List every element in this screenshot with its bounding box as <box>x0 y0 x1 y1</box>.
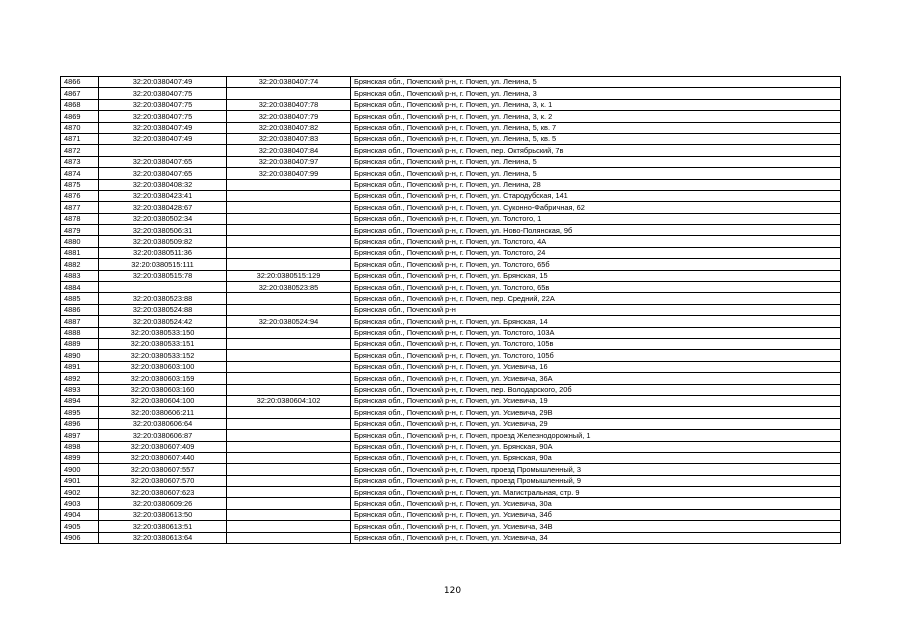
row-number-cell: 4900 <box>61 464 99 475</box>
table-row <box>61 111 841 122</box>
table-row <box>61 168 841 179</box>
row-number-cell: 4890 <box>61 350 99 361</box>
address-cell: Брянская обл., Почепский р-н, г. Почеп, ул. Усиевича, 34В <box>351 521 841 532</box>
table-row <box>61 213 841 224</box>
related-cadastral-number-cell <box>227 384 351 395</box>
address-cell: Брянская обл., Почепский р-н, г. Почеп, проезд Железнодорожный, 1 <box>351 430 841 441</box>
related-cadastral-number-cell <box>227 259 351 270</box>
table-row <box>61 190 841 201</box>
row-number-cell: 4885 <box>61 293 99 304</box>
row-number-cell: 4904 <box>61 509 99 520</box>
row-number-cell: 4870 <box>61 122 99 133</box>
table-row <box>61 133 841 144</box>
related-cadastral-number-cell <box>227 202 351 213</box>
table-row <box>61 304 841 315</box>
row-number-cell: 4896 <box>61 418 99 429</box>
cadastral-number-cell: 32:20:0380533:152 <box>99 350 227 361</box>
related-cadastral-number-cell <box>227 464 351 475</box>
row-number-cell: 4873 <box>61 156 99 167</box>
cadastral-number-cell: 32:20:0380407:49 <box>99 77 227 88</box>
cadastral-number-cell: 32:20:0380607:570 <box>99 475 227 486</box>
address-cell: Брянская обл., Почепский р-н, г. Почеп, ул. Ленина, 5, кв. 5 <box>351 133 841 144</box>
row-number-cell: 4880 <box>61 236 99 247</box>
related-cadastral-number-cell <box>227 350 351 361</box>
cadastral-number-cell: 32:20:0380603:100 <box>99 361 227 372</box>
address-cell: Брянская обл., Почепский р-н, г. Почеп, ул. Брянская, 90А <box>351 441 841 452</box>
table-row <box>61 521 841 532</box>
address-cell: Брянская обл., Почепский р-н, г. Почеп, проезд Промышленный, 3 <box>351 464 841 475</box>
cadastral-number-cell: 32:20:0380607:557 <box>99 464 227 475</box>
related-cadastral-number-cell <box>227 521 351 532</box>
table-row <box>61 418 841 429</box>
address-cell: Брянская обл., Почепский р-н, г. Почеп, ул. Толстого, 24 <box>351 247 841 258</box>
row-number-cell: 4891 <box>61 361 99 372</box>
table-row <box>61 464 841 475</box>
table-row <box>61 293 841 304</box>
row-number-cell: 4886 <box>61 304 99 315</box>
table-row <box>61 441 841 452</box>
cadastral-number-cell: 32:20:0380423:41 <box>99 190 227 201</box>
table-row <box>61 327 841 338</box>
address-cell: Брянская обл., Почепский р-н, г. Почеп, ул. Ленина, 5 <box>351 168 841 179</box>
address-cell: Брянская обл., Почепский р-н, г. Почеп, ул. Толстого, 1 <box>351 213 841 224</box>
cadastral-number-cell: 32:20:0380603:160 <box>99 384 227 395</box>
cadastral-number-cell: 32:20:0380515:111 <box>99 259 227 270</box>
table-row <box>61 338 841 349</box>
address-cell: Брянская обл., Почепский р-н, г. Почеп, ул. Усиевича, 29 <box>351 418 841 429</box>
related-cadastral-number-cell <box>227 236 351 247</box>
address-cell: Брянская обл., Почепский р-н, г. Почеп, ул. Усиевича, 16 <box>351 361 841 372</box>
cadastral-number-cell <box>99 145 227 156</box>
register-table-body <box>61 77 841 544</box>
address-cell: Брянская обл., Почепский р-н, г. Почеп, пер. Октябрьский, 7в <box>351 145 841 156</box>
row-number-cell: 4882 <box>61 259 99 270</box>
register-table <box>60 76 841 544</box>
address-cell: Брянская обл., Почепский р-н, г. Почеп, ул. Брянская, 14 <box>351 316 841 327</box>
row-number-cell: 4876 <box>61 190 99 201</box>
related-cadastral-number-cell <box>227 475 351 486</box>
cadastral-number-cell: 32:20:0380613:51 <box>99 521 227 532</box>
table-row <box>61 373 841 384</box>
row-number-cell: 4867 <box>61 88 99 99</box>
row-number-cell: 4874 <box>61 168 99 179</box>
row-number-cell: 4872 <box>61 145 99 156</box>
address-cell: Брянская обл., Почепский р-н, г. Почеп, ул. Брянская, 90а <box>351 452 841 463</box>
row-number-cell: 4878 <box>61 213 99 224</box>
cadastral-number-cell: 32:20:0380606:87 <box>99 430 227 441</box>
table-row <box>61 532 841 543</box>
table-row <box>61 407 841 418</box>
cadastral-number-cell <box>99 282 227 293</box>
row-number-cell: 4881 <box>61 247 99 258</box>
row-number-cell: 4888 <box>61 327 99 338</box>
related-cadastral-number-cell <box>227 509 351 520</box>
related-cadastral-number-cell: 32:20:0380407:78 <box>227 99 351 110</box>
related-cadastral-number-cell <box>227 179 351 190</box>
address-cell: Брянская обл., Почепский р-н, г. Почеп, ул. Ленина, 3, к. 1 <box>351 99 841 110</box>
row-number-cell: 4889 <box>61 338 99 349</box>
related-cadastral-number-cell <box>227 498 351 509</box>
address-cell: Брянская обл., Почепский р-н, г. Почеп, ул. Ленина, 5, кв. 7 <box>351 122 841 133</box>
address-cell: Брянская обл., Почепский р-н, г. Почеп, ул. Ленина, 5 <box>351 77 841 88</box>
related-cadastral-number-cell <box>227 327 351 338</box>
row-number-cell: 4879 <box>61 225 99 236</box>
row-number-cell: 4905 <box>61 521 99 532</box>
address-cell: Брянская обл., Почепский р-н, г. Почеп, ул. Усиевича, 34 <box>351 532 841 543</box>
related-cadastral-number-cell <box>227 361 351 372</box>
address-cell: Брянская обл., Почепский р-н, г. Почеп, ул. Толстого, 105в <box>351 338 841 349</box>
address-cell: Брянская обл., Почепский р-н, г. Почеп, ул. Толстого, 4А <box>351 236 841 247</box>
row-number-cell: 4884 <box>61 282 99 293</box>
table-row <box>61 145 841 156</box>
related-cadastral-number-cell <box>227 225 351 236</box>
related-cadastral-number-cell: 32:20:0380407:83 <box>227 133 351 144</box>
related-cadastral-number-cell: 32:20:0380407:99 <box>227 168 351 179</box>
cadastral-number-cell: 32:20:0380407:75 <box>99 99 227 110</box>
table-row <box>61 487 841 498</box>
related-cadastral-number-cell <box>227 373 351 384</box>
address-cell: Брянская обл., Почепский р-н, г. Почеп, ул. Стародубская, 141 <box>351 190 841 201</box>
cadastral-number-cell: 32:20:0380407:65 <box>99 168 227 179</box>
table-row <box>61 156 841 167</box>
cadastral-number-cell: 32:20:0380502:34 <box>99 213 227 224</box>
related-cadastral-number-cell <box>227 487 351 498</box>
related-cadastral-number-cell: 32:20:0380515:129 <box>227 270 351 281</box>
address-cell: Брянская обл., Почепский р-н, г. Почеп, ул. Толстого, 65в <box>351 282 841 293</box>
cadastral-number-cell: 32:20:0380609:26 <box>99 498 227 509</box>
cadastral-number-cell: 32:20:0380607:440 <box>99 452 227 463</box>
address-cell: Брянская обл., Почепский р-н, г. Почеп, ул. Усиевича, 30а <box>351 498 841 509</box>
table-row <box>61 270 841 281</box>
address-cell: Брянская обл., Почепский р-н, г. Почеп, ул. Ленина, 3 <box>351 88 841 99</box>
related-cadastral-number-cell <box>227 88 351 99</box>
address-cell: Брянская обл., Почепский р-н, г. Почеп, ул. Усиевича, 29В <box>351 407 841 418</box>
page-number: 120 <box>443 586 462 596</box>
cadastral-number-cell: 32:20:0380524:88 <box>99 304 227 315</box>
related-cadastral-number-cell <box>227 407 351 418</box>
row-number-cell: 4877 <box>61 202 99 213</box>
address-cell: Брянская обл., Почепский р-н, г. Почеп, ул. Ново-Полянская, 9б <box>351 225 841 236</box>
table-row <box>61 247 841 258</box>
cadastral-number-cell: 32:20:0380604:100 <box>99 395 227 406</box>
address-cell: Брянская обл., Почепский р-н, г. Почеп, ул. Усиевича, 19 <box>351 395 841 406</box>
related-cadastral-number-cell: 32:20:0380604:102 <box>227 395 351 406</box>
related-cadastral-number-cell <box>227 293 351 304</box>
table-row <box>61 225 841 236</box>
table-row <box>61 179 841 190</box>
table-row <box>61 350 841 361</box>
row-number-cell: 4883 <box>61 270 99 281</box>
cadastral-number-cell: 32:20:0380506:31 <box>99 225 227 236</box>
address-cell: Брянская обл., Почепский р-н, г. Почеп, ул. Магистральная, стр. 9 <box>351 487 841 498</box>
row-number-cell: 4901 <box>61 475 99 486</box>
table-row <box>61 395 841 406</box>
address-cell: Брянская обл., Почепский р-н, г. Почеп, ул. Ленина, 5 <box>351 156 841 167</box>
table-row <box>61 384 841 395</box>
address-cell: Брянская обл., Почепский р-н, г. Почеп, ул. Ленина, 28 <box>351 179 841 190</box>
row-number-cell: 4897 <box>61 430 99 441</box>
table-row <box>61 77 841 88</box>
row-number-cell: 4895 <box>61 407 99 418</box>
address-cell: Брянская обл., Почепский р-н, г. Почеп, проезд Промышленный, 9 <box>351 475 841 486</box>
row-number-cell: 4892 <box>61 373 99 384</box>
address-cell: Брянская обл., Почепский р-н, г. Почеп, ул. Толстого, 105б <box>351 350 841 361</box>
table-row <box>61 259 841 270</box>
cadastral-number-cell: 32:20:0380509:82 <box>99 236 227 247</box>
table-row <box>61 509 841 520</box>
cadastral-number-cell: 32:20:0380524:42 <box>99 316 227 327</box>
table-row <box>61 236 841 247</box>
related-cadastral-number-cell: 32:20:0380407:79 <box>227 111 351 122</box>
row-number-cell: 4898 <box>61 441 99 452</box>
cadastral-number-cell: 32:20:0380407:75 <box>99 111 227 122</box>
row-number-cell: 4903 <box>61 498 99 509</box>
related-cadastral-number-cell: 32:20:0380407:82 <box>227 122 351 133</box>
row-number-cell: 4875 <box>61 179 99 190</box>
table-row <box>61 316 841 327</box>
table-row <box>61 122 841 133</box>
address-cell: Брянская обл., Почепский р-н, г. Почеп, ул. Усиевича, 34б <box>351 509 841 520</box>
table-row <box>61 282 841 293</box>
row-number-cell: 4868 <box>61 99 99 110</box>
cadastral-number-cell: 32:20:0380613:50 <box>99 509 227 520</box>
row-number-cell: 4894 <box>61 395 99 406</box>
cadastral-number-cell: 32:20:0380603:159 <box>99 373 227 384</box>
related-cadastral-number-cell <box>227 441 351 452</box>
row-number-cell: 4906 <box>61 532 99 543</box>
cadastral-number-cell: 32:20:0380515:78 <box>99 270 227 281</box>
row-number-cell: 4871 <box>61 133 99 144</box>
related-cadastral-number-cell <box>227 430 351 441</box>
table-row <box>61 88 841 99</box>
related-cadastral-number-cell: 32:20:0380407:84 <box>227 145 351 156</box>
cadastral-number-cell: 32:20:0380533:150 <box>99 327 227 338</box>
cadastral-number-cell: 32:20:0380606:211 <box>99 407 227 418</box>
address-cell: Брянская обл., Почепский р-н, г. Почеп, ул. Брянская, 15 <box>351 270 841 281</box>
related-cadastral-number-cell <box>227 452 351 463</box>
cadastral-number-cell: 32:20:0380407:49 <box>99 133 227 144</box>
cadastral-number-cell: 32:20:0380607:623 <box>99 487 227 498</box>
cadastral-number-cell: 32:20:0380408:32 <box>99 179 227 190</box>
table-row <box>61 452 841 463</box>
cadastral-number-cell: 32:20:0380428:67 <box>99 202 227 213</box>
address-cell: Брянская обл., Почепский р-н, г. Почеп, ул. Суконно-Фабричная, 62 <box>351 202 841 213</box>
cadastral-number-cell: 32:20:0380407:65 <box>99 156 227 167</box>
table-row <box>61 361 841 372</box>
row-number-cell: 4893 <box>61 384 99 395</box>
address-cell: Брянская обл., Почепский р-н, г. Почеп, ул. Ленина, 3, к. 2 <box>351 111 841 122</box>
related-cadastral-number-cell: 32:20:0380407:74 <box>227 77 351 88</box>
table-row <box>61 475 841 486</box>
row-number-cell: 4899 <box>61 452 99 463</box>
table-row <box>61 498 841 509</box>
table-row <box>61 430 841 441</box>
cadastral-number-cell: 32:20:0380606:64 <box>99 418 227 429</box>
address-cell: Брянская обл., Почепский р-н, г. Почеп, ул. Толстого, 65б <box>351 259 841 270</box>
cadastral-number-cell: 32:20:0380511:36 <box>99 247 227 258</box>
row-number-cell: 4902 <box>61 487 99 498</box>
cadastral-number-cell: 32:20:0380523:88 <box>99 293 227 304</box>
row-number-cell: 4866 <box>61 77 99 88</box>
address-cell: Брянская обл., Почепский р-н, г. Почеп, пер. Володарского, 20б <box>351 384 841 395</box>
related-cadastral-number-cell <box>227 418 351 429</box>
cadastral-number-cell: 32:20:0380407:49 <box>99 122 227 133</box>
cadastral-number-cell: 32:20:0380613:64 <box>99 532 227 543</box>
related-cadastral-number-cell <box>227 338 351 349</box>
address-cell: Брянская обл., Почепский р-н, г. Почеп, ул. Усиевича, 36А <box>351 373 841 384</box>
table-row <box>61 202 841 213</box>
cadastral-number-cell: 32:20:0380407:75 <box>99 88 227 99</box>
related-cadastral-number-cell <box>227 532 351 543</box>
cadastral-number-cell: 32:20:0380607:409 <box>99 441 227 452</box>
related-cadastral-number-cell: 32:20:0380407:97 <box>227 156 351 167</box>
address-cell: Брянская обл., Почепский р-н <box>351 304 841 315</box>
related-cadastral-number-cell <box>227 247 351 258</box>
table-row <box>61 99 841 110</box>
address-cell: Брянская обл., Почепский р-н, г. Почеп, ул. Толстого, 103А <box>351 327 841 338</box>
row-number-cell: 4869 <box>61 111 99 122</box>
related-cadastral-number-cell <box>227 190 351 201</box>
cadastral-number-cell: 32:20:0380533:151 <box>99 338 227 349</box>
related-cadastral-number-cell: 32:20:0380523:85 <box>227 282 351 293</box>
row-number-cell: 4887 <box>61 316 99 327</box>
address-cell: Брянская обл., Почепский р-н, г. Почеп, пер. Средний, 22А <box>351 293 841 304</box>
related-cadastral-number-cell <box>227 213 351 224</box>
related-cadastral-number-cell: 32:20:0380524:94 <box>227 316 351 327</box>
related-cadastral-number-cell <box>227 304 351 315</box>
